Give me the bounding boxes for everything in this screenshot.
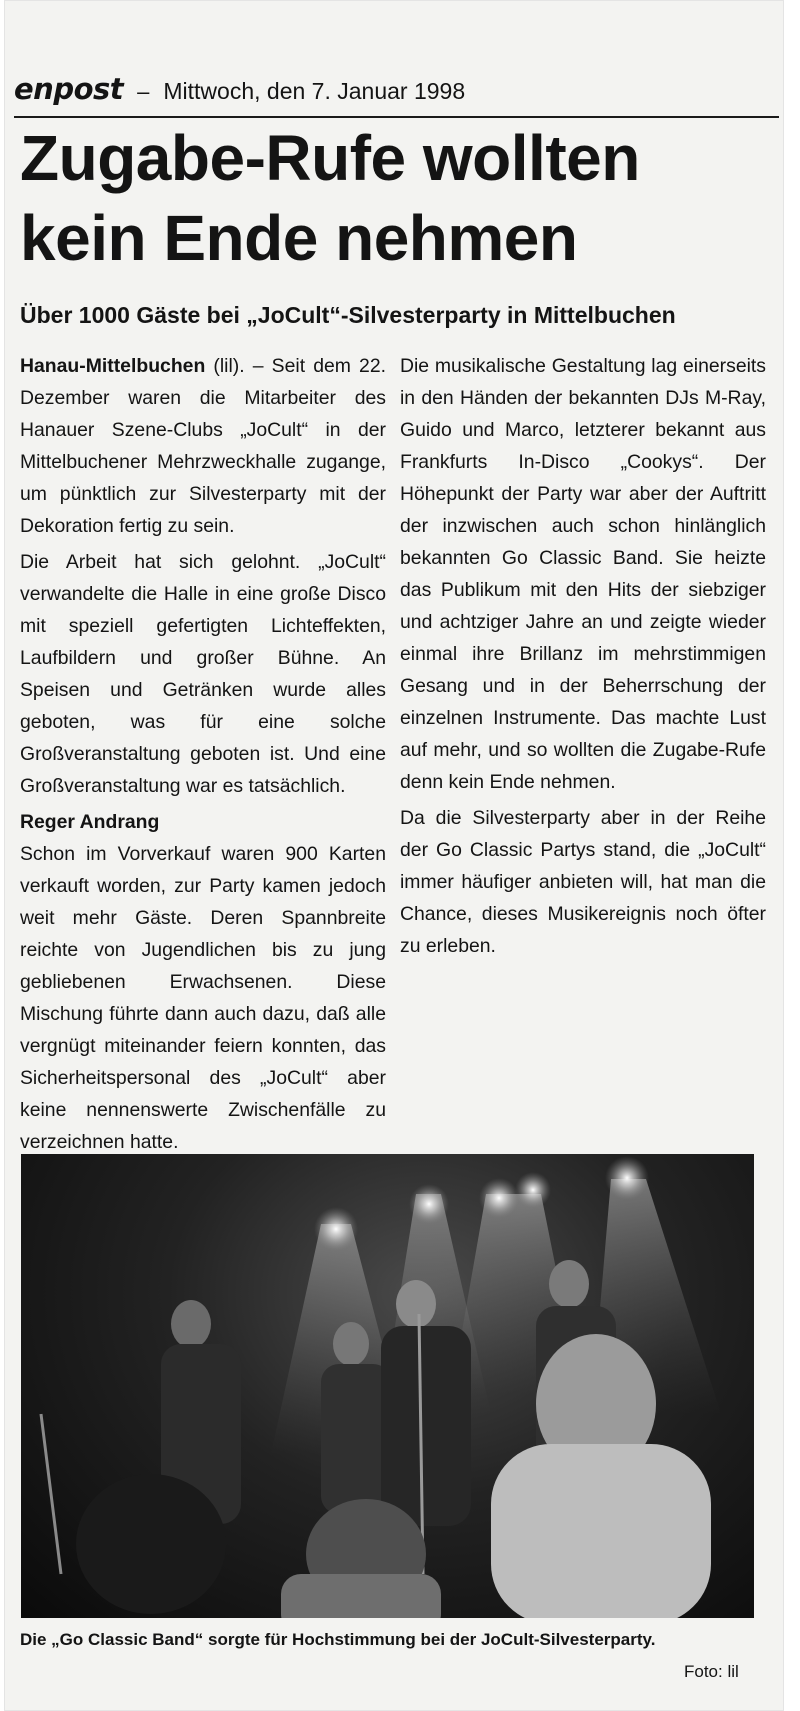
photo-credit: Foto: lil	[684, 1662, 739, 1681]
masthead-separator: –	[137, 79, 150, 104]
paragraph: Da die Silvesterparty aber in der Reihe der Go Classic Partys stand, die „JoCult“ immer häufiger anbieten will, hat man die Chance, dieses Musikereignis noch öfter zu erleben.	[400, 807, 766, 957]
paragraph-text: (lil). – Seit dem 22. Dezember waren die Mitarbeiter des Hanauer Szene-Clubs „JoCult“ in der Mittelbuchener Mehrzweckhalle zugange, um pünktlich zur Silvesterparty mit der Dekoration fertig zu sein.	[20, 355, 386, 537]
band-photo	[21, 1154, 754, 1618]
section-subhead: Reger Andrang	[20, 811, 160, 833]
newspaper-name: enpost	[14, 72, 124, 106]
issue-date: Mittwoch, den 7. Januar 1998	[163, 78, 466, 104]
spotlight	[515, 1172, 551, 1208]
headline: Zugabe-Rufe wollten kein Ende nehmen	[20, 122, 640, 274]
paragraph: Die musikalische Gestaltung lag einerseits in den Händen der bekannten DJs M-Ray, Guido und Marco, letzterer bekannt aus Frankfurts In-Disco „Cookys“. Der Höhepunkt der Party war aber der Auftritt der inzwischen auch schon hinlänglich bekannten Go Classic Band. Sie heizte das Publikum mit den Hits der siebziger und achtziger Jahre an und zeigte wieder einmal ihre Brillanz im mehrstimmigen Gesang und in der Beherrschung der einzelnen Instrumente. Das machte Lust auf mehr, und so wollten die Zugabe-Rufe denn kein Ende nehmen.	[400, 355, 766, 793]
masthead	[14, 72, 779, 118]
paragraph: Schon im Vorverkauf waren 900 Karten verkauft worden, zur Party kamen jedoch weit mehr Gäste. Deren Spannbreite reichte von Jugendlichen bis zu jung gebliebenen Erwachsenen. Diese Mischung führte dann auch dazu, daß alle vergnügt miteinander feiern konnten, das Sicherheitspersonal des „JoCult“ aber keine nennenswerte Zwischenfälle zu verzeichnen hatte.	[20, 843, 386, 1153]
microphone-stand	[41, 1414, 61, 1574]
spotlight	[314, 1207, 358, 1251]
spotlight	[605, 1156, 649, 1200]
photo-caption: Die „Go Classic Band“ sorgte für Hochstimmung bei der JoCult-Silvesterparty.	[20, 1630, 656, 1649]
article-column-right	[400, 350, 766, 1150]
spotlight	[409, 1184, 449, 1224]
spotlight	[479, 1178, 519, 1218]
subheadline: Über 1000 Gäste bei „JoCult“-Silvesterparty in Mittelbuchen	[20, 302, 676, 328]
paragraph	[20, 350, 386, 542]
article-dateline: Hanau-Mittelbuchen	[20, 355, 206, 377]
article-body	[20, 350, 766, 1153]
concert-stage-image	[21, 1154, 754, 1618]
paragraph: Die Arbeit hat sich gelohnt. „JoCult“ verwandelte die Halle in eine große Disco mit speziell gefertigten Lichteffekten, Laufbildern und großer Bühne. An Speisen und Getränken wurde alles geboten, was für eine solche Großveranstaltung geboten ist. Und eine Großveranstaltung war es tatsächlich.	[20, 551, 386, 797]
newspaper-clipping	[4, 0, 784, 1711]
article-column-left	[20, 350, 386, 1153]
